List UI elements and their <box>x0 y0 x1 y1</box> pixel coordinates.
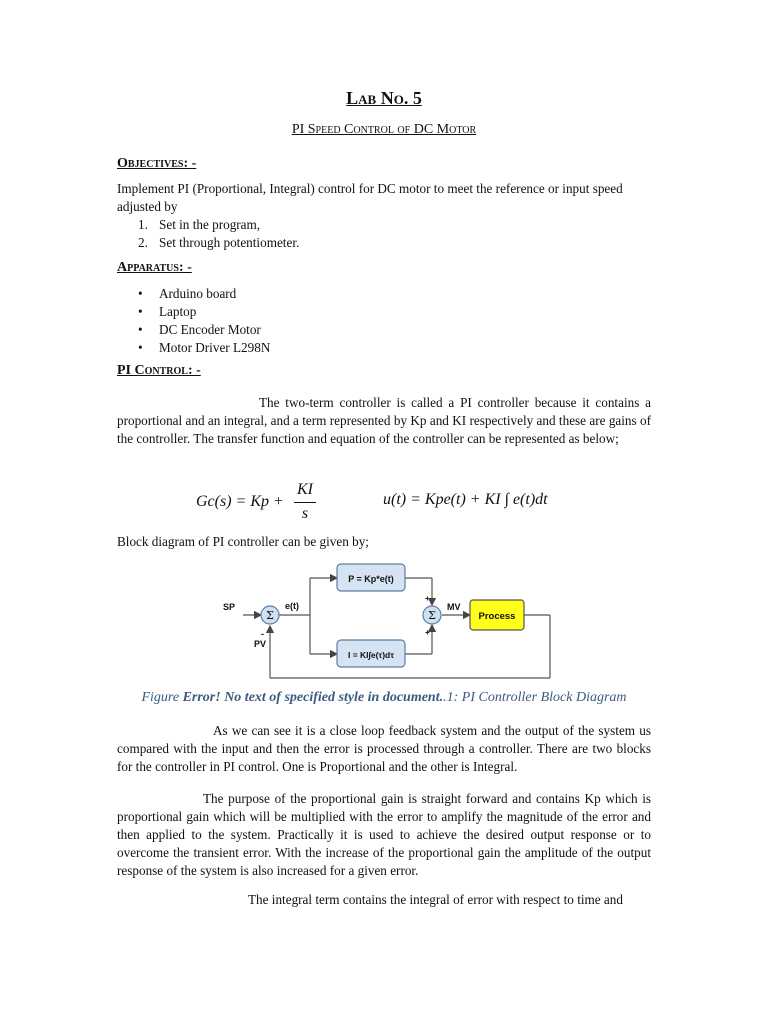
minus-sign: - <box>261 629 264 639</box>
mv-label: MV <box>447 602 461 612</box>
objectives-text-line1: Implement PI (Proportional, Integral) control for DC motor to meet the reference or input speed <box>117 181 623 196</box>
list-item: • Motor Driver L298N <box>138 340 271 355</box>
objectives-list <box>138 216 299 252</box>
list-item: • Laptop <box>138 304 197 319</box>
plus-sign-sp: + <box>255 611 260 620</box>
error-label: e(t) <box>285 601 299 611</box>
apparatus-list <box>138 285 270 357</box>
process-block-label: Process <box>478 611 516 622</box>
svg-text:Σ: Σ <box>428 609 436 622</box>
time-domain-equation: u(t) = Kpe(t) + KI ∫ e(t)dt <box>383 491 548 508</box>
apparatus-heading: Apparatus: - <box>117 260 192 275</box>
list-item: • DC Encoder Motor <box>138 322 261 337</box>
pi-block-diagram <box>215 555 560 685</box>
plus-sign-top: + <box>425 594 430 603</box>
proportional-block-label: P = Kp*e(t) <box>348 574 394 584</box>
pi-paragraph-3: The purpose of the proportional gain is straight forward and contains Kp which is proportional gain which will be multiplied with the error to amplify the magnitude of the error and then applied to the system. Practically it is used to achieve the desired output response or to overcome the transient error. With the increase of the proportional gain the amplitude of the output response of the system is also increased for a given error. <box>117 791 651 878</box>
sp-label: SP <box>223 602 236 612</box>
list-item: 2. Set through potentiometer. <box>138 235 300 250</box>
pv-label: PV <box>254 639 267 649</box>
objectives-text <box>117 180 651 216</box>
pi-control-heading: PI Control: - <box>117 363 201 378</box>
page-title: Lab No. 5 <box>346 88 422 108</box>
block-diagram-intro: Block diagram of PI controller can be given by; <box>117 534 369 549</box>
list-item: • Arduino board <box>138 286 237 301</box>
figure-caption: Figure Error! No text of specified style in document..1: PI Controller Block Diagram <box>141 690 627 705</box>
pi-paragraph-1: The two-term controller is called a PI controller because it contains a proportional and an integral, and a term represented by Kp and KI respectively and these are gains of the controller. The transfer function and equation of the controller can be represented as below; <box>117 395 651 446</box>
objectives-text-line2: adjusted by <box>117 199 178 214</box>
integral-block-label: I = KI∫e(τ)dτ <box>347 650 395 660</box>
pi-paragraph-2: As we can see it is a close loop feedback system and the output of the system us compared with the input and then the error is processed through a controller. There are two blocks for the controller in PI control. One is Proportional and the other is Integral. <box>117 723 651 774</box>
transfer-function-equation: Gc(s) = Kp + KI s <box>196 478 326 528</box>
page-subtitle: PI Speed Control of DC Motor <box>291 122 477 137</box>
list-item: 1. Set in the program, <box>138 217 261 232</box>
svg-text:Σ: Σ <box>266 609 274 622</box>
pi-paragraph-4: The integral term contains the integral of error with respect to time and <box>248 892 623 907</box>
objectives-heading: Objectives: - <box>117 156 197 171</box>
plus-sign-bottom: + <box>425 628 430 637</box>
